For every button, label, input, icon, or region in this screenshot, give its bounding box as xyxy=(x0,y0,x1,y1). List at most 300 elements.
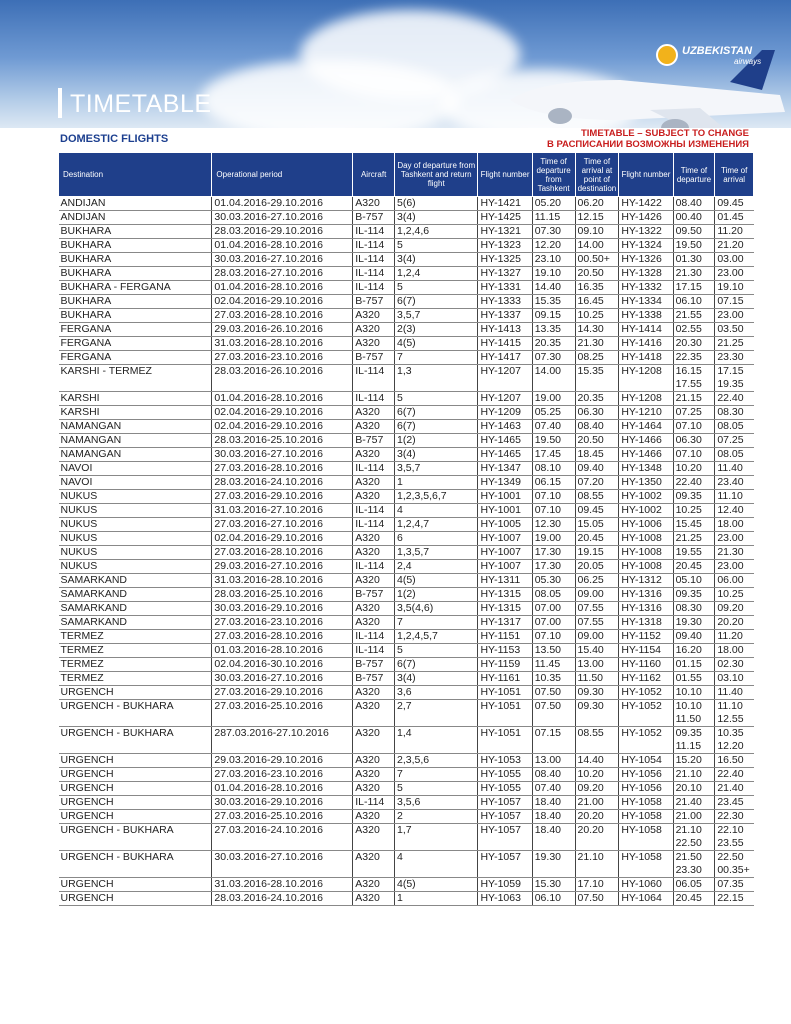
cell-destination: URGENCH xyxy=(59,892,212,906)
cell-period: 30.03.2016-27.10.2016 xyxy=(212,253,353,267)
table-row xyxy=(59,504,754,518)
cell-return-flight: HY-1416 xyxy=(619,337,673,351)
cell-destination: TERMEZ xyxy=(59,644,212,658)
cell-flight: HY-1465 xyxy=(478,434,532,448)
table-row xyxy=(59,253,754,267)
cell-aircraft: IL-114 xyxy=(353,630,395,644)
cell-arr: 20.20 xyxy=(575,824,619,851)
cell-return-dep: 16.15 17.55 xyxy=(673,365,715,392)
cell-dep: 05.30 xyxy=(532,574,575,588)
cell-days: 2(3) xyxy=(395,323,478,337)
cell-return-flight: HY-1316 xyxy=(619,602,673,616)
cell-arr: 13.00 xyxy=(575,658,619,672)
cell-arr: 20.45 xyxy=(575,532,619,546)
cell-return-dep: 10.10 xyxy=(673,686,715,700)
cell-aircraft: A320 xyxy=(353,532,395,546)
cell-dep: 07.10 xyxy=(532,630,575,644)
cell-aircraft: IL-114 xyxy=(353,796,395,810)
cell-flight: HY-1051 xyxy=(478,727,532,754)
cell-return-dep: 21.50 23.30 xyxy=(673,851,715,878)
cell-return-dep: 10.10 11.50 xyxy=(673,700,715,727)
cell-return-flight: HY-1056 xyxy=(619,782,673,796)
cell-arr: 07.55 xyxy=(575,616,619,630)
cell-return-arr: 07.35 xyxy=(715,878,754,892)
cell-return-flight: HY-1002 xyxy=(619,504,673,518)
cell-return-dep: 21.00 xyxy=(673,810,715,824)
cell-return-dep: 06.30 xyxy=(673,434,715,448)
cell-aircraft: A320 xyxy=(353,602,395,616)
cell-aircraft: A320 xyxy=(353,686,395,700)
cell-flight: HY-1063 xyxy=(478,892,532,906)
cell-return-dep: 09.40 xyxy=(673,630,715,644)
cell-destination: URGENCH - BUKHARA xyxy=(59,851,212,878)
cell-aircraft: IL-114 xyxy=(353,462,395,476)
cell-days: 1,3,5,7 xyxy=(395,546,478,560)
table-row xyxy=(59,365,754,392)
cell-period: 27.03.2016-28.10.2016 xyxy=(212,546,353,560)
cell-dep: 19.00 xyxy=(532,392,575,406)
cell-arr: 10.25 xyxy=(575,309,619,323)
cell-arr: 10.20 xyxy=(575,768,619,782)
cell-aircraft: IL-114 xyxy=(353,239,395,253)
cell-flight: HY-1315 xyxy=(478,588,532,602)
cell-arr: 14.40 xyxy=(575,754,619,768)
cell-days: 5(6) xyxy=(395,197,478,211)
cell-destination: BUKHARA - FERGANA xyxy=(59,281,212,295)
notice-ru: В РАСПИСАНИИ ВОЗМОЖНЫ ИЗМЕНЕНИЯ xyxy=(546,139,749,150)
cell-arr: 20.35 xyxy=(575,392,619,406)
cell-flight: HY-1209 xyxy=(478,406,532,420)
cell-period: 31.03.2016-28.10.2016 xyxy=(212,574,353,588)
cell-dep: 18.40 xyxy=(532,796,575,810)
cell-return-arr: 22.30 xyxy=(715,810,754,824)
cell-return-flight: HY-1052 xyxy=(619,686,673,700)
cell-period: 01.04.2016-28.10.2016 xyxy=(212,281,353,295)
cell-return-arr: 19.10 xyxy=(715,281,754,295)
cell-aircraft: IL-114 xyxy=(353,253,395,267)
cell-return-dep: 21.10 xyxy=(673,768,715,782)
cell-destination: URGENCH - BUKHARA xyxy=(59,727,212,754)
cell-days: 4(5) xyxy=(395,878,478,892)
cell-destination: BUKHARA xyxy=(59,267,212,281)
cell-destination: SAMARKAND xyxy=(59,588,212,602)
cell-flight: HY-1153 xyxy=(478,644,532,658)
cell-destination: NUKUS xyxy=(59,490,212,504)
cell-dep: 17.30 xyxy=(532,546,575,560)
cell-aircraft: IL-114 xyxy=(353,281,395,295)
cell-return-dep: 08.40 xyxy=(673,197,715,211)
cell-destination: NAMANGAN xyxy=(59,434,212,448)
cell-destination: BUKHARA xyxy=(59,225,212,239)
cell-flight: HY-1057 xyxy=(478,810,532,824)
table-row xyxy=(59,434,754,448)
cell-arr: 11.50 xyxy=(575,672,619,686)
notice-en: TIMETABLE – SUBJECT TO CHANGE xyxy=(580,128,749,139)
col-return-arrival: Time of arrival xyxy=(715,153,754,197)
table-row xyxy=(59,658,754,672)
cell-dep: 05.25 xyxy=(532,406,575,420)
cell-return-arr: 01.45 xyxy=(715,211,754,225)
cell-destination: URGENCH - BUKHARA xyxy=(59,700,212,727)
cell-flight: HY-1001 xyxy=(478,490,532,504)
cell-aircraft: B-757 xyxy=(353,672,395,686)
cell-destination: KARSHI xyxy=(59,406,212,420)
cell-days: 1(2) xyxy=(395,588,478,602)
cell-days: 4 xyxy=(395,504,478,518)
table-row xyxy=(59,824,754,851)
cell-return-flight: HY-1350 xyxy=(619,476,673,490)
cell-return-arr: 11.40 xyxy=(715,462,754,476)
cell-return-flight: HY-1324 xyxy=(619,239,673,253)
timetable xyxy=(58,152,754,906)
cell-return-arr: 17.15 19.35 xyxy=(715,365,754,392)
cell-days: 5 xyxy=(395,239,478,253)
cell-return-arr: 18.00 xyxy=(715,644,754,658)
cell-arr: 07.50 xyxy=(575,892,619,906)
cell-period: 28.03.2016-26.10.2016 xyxy=(212,365,353,392)
cell-destination: URGENCH xyxy=(59,796,212,810)
cell-days: 1,3 xyxy=(395,365,478,392)
table-row xyxy=(59,462,754,476)
cell-return-dep: 01.55 xyxy=(673,672,715,686)
cell-return-arr: 11.10 12.55 xyxy=(715,700,754,727)
cell-aircraft: IL-114 xyxy=(353,644,395,658)
cell-destination: URGENCH xyxy=(59,686,212,700)
table-row xyxy=(59,878,754,892)
table-row xyxy=(59,796,754,810)
cell-return-dep: 06.05 xyxy=(673,878,715,892)
cell-return-dep: 02.55 xyxy=(673,323,715,337)
cell-dep: 07.30 xyxy=(532,225,575,239)
cell-flight: HY-1159 xyxy=(478,658,532,672)
col-flight-number: Flight number xyxy=(478,153,532,197)
cell-aircraft: A320 xyxy=(353,337,395,351)
cell-period: 30.03.2016-29.10.2016 xyxy=(212,796,353,810)
cell-return-dep: 01.15 xyxy=(673,658,715,672)
cell-return-dep: 10.20 xyxy=(673,462,715,476)
cell-dep: 13.00 xyxy=(532,754,575,768)
cell-days: 7 xyxy=(395,351,478,365)
cell-days: 2,4 xyxy=(395,560,478,574)
cell-destination: TERMEZ xyxy=(59,630,212,644)
cell-flight: HY-1059 xyxy=(478,878,532,892)
cell-return-flight: HY-1334 xyxy=(619,295,673,309)
cell-aircraft: A320 xyxy=(353,892,395,906)
cell-return-arr: 12.40 xyxy=(715,504,754,518)
cell-period: 28.03.2016-24.10.2016 xyxy=(212,892,353,906)
cell-return-dep: 00.40 xyxy=(673,211,715,225)
cell-return-arr: 21.20 xyxy=(715,239,754,253)
header-banner xyxy=(0,0,791,128)
cell-arr: 12.15 xyxy=(575,211,619,225)
cell-return-flight: HY-1152 xyxy=(619,630,673,644)
cell-days: 5 xyxy=(395,281,478,295)
cell-flight: HY-1001 xyxy=(478,504,532,518)
cell-days: 1 xyxy=(395,476,478,490)
cell-flight: HY-1465 xyxy=(478,448,532,462)
cell-period: 30.03.2016-27.10.2016 xyxy=(212,448,353,462)
cell-arr: 21.00 xyxy=(575,796,619,810)
cell-return-flight: HY-1312 xyxy=(619,574,673,588)
cell-dep: 07.00 xyxy=(532,616,575,630)
cell-arr: 06.30 xyxy=(575,406,619,420)
cell-arr: 09.00 xyxy=(575,588,619,602)
cell-return-dep: 20.10 xyxy=(673,782,715,796)
cell-return-flight: HY-1162 xyxy=(619,672,673,686)
cell-aircraft: IL-114 xyxy=(353,560,395,574)
cell-return-flight: HY-1426 xyxy=(619,211,673,225)
table-row xyxy=(59,448,754,462)
cell-arr: 07.55 xyxy=(575,602,619,616)
cell-flight: HY-1053 xyxy=(478,754,532,768)
cell-days: 2,7 xyxy=(395,700,478,727)
cell-period: 27.03.2016-23.10.2016 xyxy=(212,351,353,365)
cell-return-flight: HY-1060 xyxy=(619,878,673,892)
cell-days: 5 xyxy=(395,392,478,406)
cell-aircraft: A320 xyxy=(353,574,395,588)
cell-arr: 21.30 xyxy=(575,337,619,351)
table-row xyxy=(59,672,754,686)
cell-dep: 17.45 xyxy=(532,448,575,462)
cell-days: 3,5,6 xyxy=(395,796,478,810)
cell-period: 30.03.2016-29.10.2016 xyxy=(212,602,353,616)
cell-period: 27.03.2016-24.10.2016 xyxy=(212,824,353,851)
cell-dep: 07.15 xyxy=(532,727,575,754)
cell-dep: 19.00 xyxy=(532,532,575,546)
cell-return-arr: 23.00 xyxy=(715,532,754,546)
cell-destination: FERGANA xyxy=(59,351,212,365)
cell-return-dep: 19.30 xyxy=(673,616,715,630)
cell-arr: 06.20 xyxy=(575,197,619,211)
cell-destination: URGENCH xyxy=(59,878,212,892)
cell-period: 28.03.2016-29.10.2016 xyxy=(212,225,353,239)
cell-dep: 19.50 xyxy=(532,434,575,448)
cell-return-arr: 23.45 xyxy=(715,796,754,810)
cell-period: 27.03.2016-23.10.2016 xyxy=(212,768,353,782)
cell-return-flight: HY-1210 xyxy=(619,406,673,420)
cell-days: 3,6 xyxy=(395,686,478,700)
table-row xyxy=(59,532,754,546)
cell-return-flight: HY-1466 xyxy=(619,434,673,448)
cell-return-dep: 05.10 xyxy=(673,574,715,588)
cell-arr: 09.30 xyxy=(575,700,619,727)
cell-return-flight: HY-1208 xyxy=(619,365,673,392)
cell-return-flight: HY-1058 xyxy=(619,851,673,878)
cell-return-arr: 23.00 xyxy=(715,309,754,323)
cell-arr: 14.30 xyxy=(575,323,619,337)
cell-destination: ANDIJAN xyxy=(59,211,212,225)
table-body xyxy=(59,197,754,906)
cell-return-dep: 07.10 xyxy=(673,448,715,462)
cell-period: 27.03.2016-28.10.2016 xyxy=(212,462,353,476)
cell-return-arr: 23.40 xyxy=(715,476,754,490)
cell-return-arr: 11.20 xyxy=(715,630,754,644)
cell-return-arr: 10.25 xyxy=(715,588,754,602)
cell-arr: 15.40 xyxy=(575,644,619,658)
cell-days: 3(4) xyxy=(395,211,478,225)
cell-aircraft: A320 xyxy=(353,824,395,851)
cell-return-dep: 06.10 xyxy=(673,295,715,309)
cell-return-flight: HY-1054 xyxy=(619,754,673,768)
cell-aircraft: B-757 xyxy=(353,658,395,672)
table-row xyxy=(59,309,754,323)
cell-flight: HY-1463 xyxy=(478,420,532,434)
cell-days: 1,2,3,5,6,7 xyxy=(395,490,478,504)
cell-destination: URGENCH xyxy=(59,810,212,824)
table-row xyxy=(59,630,754,644)
cell-arr: 08.55 xyxy=(575,490,619,504)
cell-return-flight: HY-1316 xyxy=(619,588,673,602)
cell-days: 4 xyxy=(395,851,478,878)
cell-aircraft: A320 xyxy=(353,851,395,878)
cell-flight: HY-1321 xyxy=(478,225,532,239)
cell-return-dep: 21.25 xyxy=(673,532,715,546)
cell-days: 5 xyxy=(395,782,478,796)
cell-period: 27.03.2016-28.10.2016 xyxy=(212,630,353,644)
cell-return-arr: 07.25 xyxy=(715,434,754,448)
cell-aircraft: A320 xyxy=(353,476,395,490)
cell-return-arr: 22.50 00.35+ xyxy=(715,851,754,878)
cell-return-arr: 03.50 xyxy=(715,323,754,337)
cell-days: 6(7) xyxy=(395,658,478,672)
cell-flight: HY-1057 xyxy=(478,824,532,851)
table-row xyxy=(59,810,754,824)
col-days: Day of departure from Tashkent and return flight xyxy=(395,153,478,197)
cell-return-arr: 02.30 xyxy=(715,658,754,672)
table-row xyxy=(59,392,754,406)
cell-return-dep: 07.25 xyxy=(673,406,715,420)
cell-return-arr: 03.00 xyxy=(715,253,754,267)
cell-destination: NAVOI xyxy=(59,462,212,476)
cell-flight: HY-1331 xyxy=(478,281,532,295)
cell-arr: 17.10 xyxy=(575,878,619,892)
cell-aircraft: A320 xyxy=(353,727,395,754)
col-arrival-destination: Time of arrival at point of destination xyxy=(575,153,619,197)
cell-aircraft: A320 xyxy=(353,782,395,796)
cell-arr: 09.30 xyxy=(575,686,619,700)
cell-return-arr: 22.40 xyxy=(715,392,754,406)
cell-days: 7 xyxy=(395,616,478,630)
cell-aircraft: A320 xyxy=(353,700,395,727)
cell-destination: NUKUS xyxy=(59,532,212,546)
cell-flight: HY-1425 xyxy=(478,211,532,225)
col-destination: Destination xyxy=(59,153,212,197)
cell-dep: 13.35 xyxy=(532,323,575,337)
cell-return-flight: HY-1422 xyxy=(619,197,673,211)
cell-return-arr: 23.00 xyxy=(715,267,754,281)
cell-arr: 07.20 xyxy=(575,476,619,490)
cell-destination: NAMANGAN xyxy=(59,448,212,462)
cell-flight: HY-1051 xyxy=(478,686,532,700)
cell-days: 6(7) xyxy=(395,295,478,309)
cell-days: 1 xyxy=(395,892,478,906)
cell-flight: HY-1057 xyxy=(478,796,532,810)
cell-dep: 07.30 xyxy=(532,351,575,365)
table-row xyxy=(59,686,754,700)
cell-return-flight: HY-1008 xyxy=(619,546,673,560)
cell-period: 27.03.2016-25.10.2016 xyxy=(212,810,353,824)
cell-return-flight: HY-1008 xyxy=(619,560,673,574)
cell-arr: 09.00 xyxy=(575,630,619,644)
cell-period: 29.03.2016-29.10.2016 xyxy=(212,754,353,768)
cell-return-arr: 03.10 xyxy=(715,672,754,686)
table-row xyxy=(59,211,754,225)
col-return-departure: Time of departure xyxy=(673,153,715,197)
cell-dep: 07.50 xyxy=(532,686,575,700)
cell-return-dep: 21.30 xyxy=(673,267,715,281)
cell-period: 29.03.2016-26.10.2016 xyxy=(212,323,353,337)
cell-dep: 19.10 xyxy=(532,267,575,281)
cell-dep: 18.40 xyxy=(532,810,575,824)
cell-return-flight: HY-1414 xyxy=(619,323,673,337)
cell-dep: 06.10 xyxy=(532,892,575,906)
section-title: DOMESTIC FLIGHTS xyxy=(60,133,169,145)
cell-dep: 18.40 xyxy=(532,824,575,851)
cell-return-arr: 16.50 xyxy=(715,754,754,768)
cell-arr: 08.40 xyxy=(575,420,619,434)
cell-arr: 16.45 xyxy=(575,295,619,309)
cell-flight: HY-1007 xyxy=(478,532,532,546)
table-row xyxy=(59,295,754,309)
cell-return-dep: 19.55 xyxy=(673,546,715,560)
cell-flight: HY-1337 xyxy=(478,309,532,323)
cell-period: 28.03.2016-27.10.2016 xyxy=(212,267,353,281)
cell-flight: HY-1057 xyxy=(478,851,532,878)
cell-flight: HY-1417 xyxy=(478,351,532,365)
cell-destination: NAVOI xyxy=(59,476,212,490)
cell-return-flight: HY-1322 xyxy=(619,225,673,239)
cell-aircraft: IL-114 xyxy=(353,365,395,392)
cell-period: 28.03.2016-25.10.2016 xyxy=(212,588,353,602)
cell-destination: ANDIJAN xyxy=(59,197,212,211)
table-header-row xyxy=(59,153,754,197)
cell-return-dep: 09.35 xyxy=(673,588,715,602)
cell-dep: 14.40 xyxy=(532,281,575,295)
col-return-flight-number: Flight number xyxy=(619,153,673,197)
cell-flight: HY-1333 xyxy=(478,295,532,309)
title-accent-bar xyxy=(58,88,62,118)
table-row xyxy=(59,782,754,796)
cell-dep: 09.15 xyxy=(532,309,575,323)
cell-aircraft: IL-114 xyxy=(353,225,395,239)
cell-arr: 08.55 xyxy=(575,727,619,754)
cell-return-flight: HY-1464 xyxy=(619,420,673,434)
cell-arr: 00.50+ xyxy=(575,253,619,267)
cell-return-arr: 20.20 xyxy=(715,616,754,630)
table-row xyxy=(59,239,754,253)
cell-destination: FERGANA xyxy=(59,337,212,351)
cell-aircraft: B-757 xyxy=(353,295,395,309)
cell-aircraft: IL-114 xyxy=(353,518,395,532)
cell-days: 7 xyxy=(395,768,478,782)
cell-days: 1,2,4,6 xyxy=(395,225,478,239)
cell-arr: 15.05 xyxy=(575,518,619,532)
cell-flight: HY-1413 xyxy=(478,323,532,337)
table-row xyxy=(59,546,754,560)
cell-destination: TERMEZ xyxy=(59,658,212,672)
table-row xyxy=(59,700,754,727)
cell-destination: SAMARKAND xyxy=(59,574,212,588)
table-row xyxy=(59,892,754,906)
cell-return-dep: 21.40 xyxy=(673,796,715,810)
cell-dep: 13.50 xyxy=(532,644,575,658)
cell-return-flight: HY-1332 xyxy=(619,281,673,295)
cell-return-dep: 20.30 xyxy=(673,337,715,351)
cell-days: 6(7) xyxy=(395,406,478,420)
cell-return-flight: HY-1326 xyxy=(619,253,673,267)
cell-period: 287.03.2016-27.10.2016 xyxy=(212,727,353,754)
logo-brand: UZBEKISTAN xyxy=(682,45,753,57)
